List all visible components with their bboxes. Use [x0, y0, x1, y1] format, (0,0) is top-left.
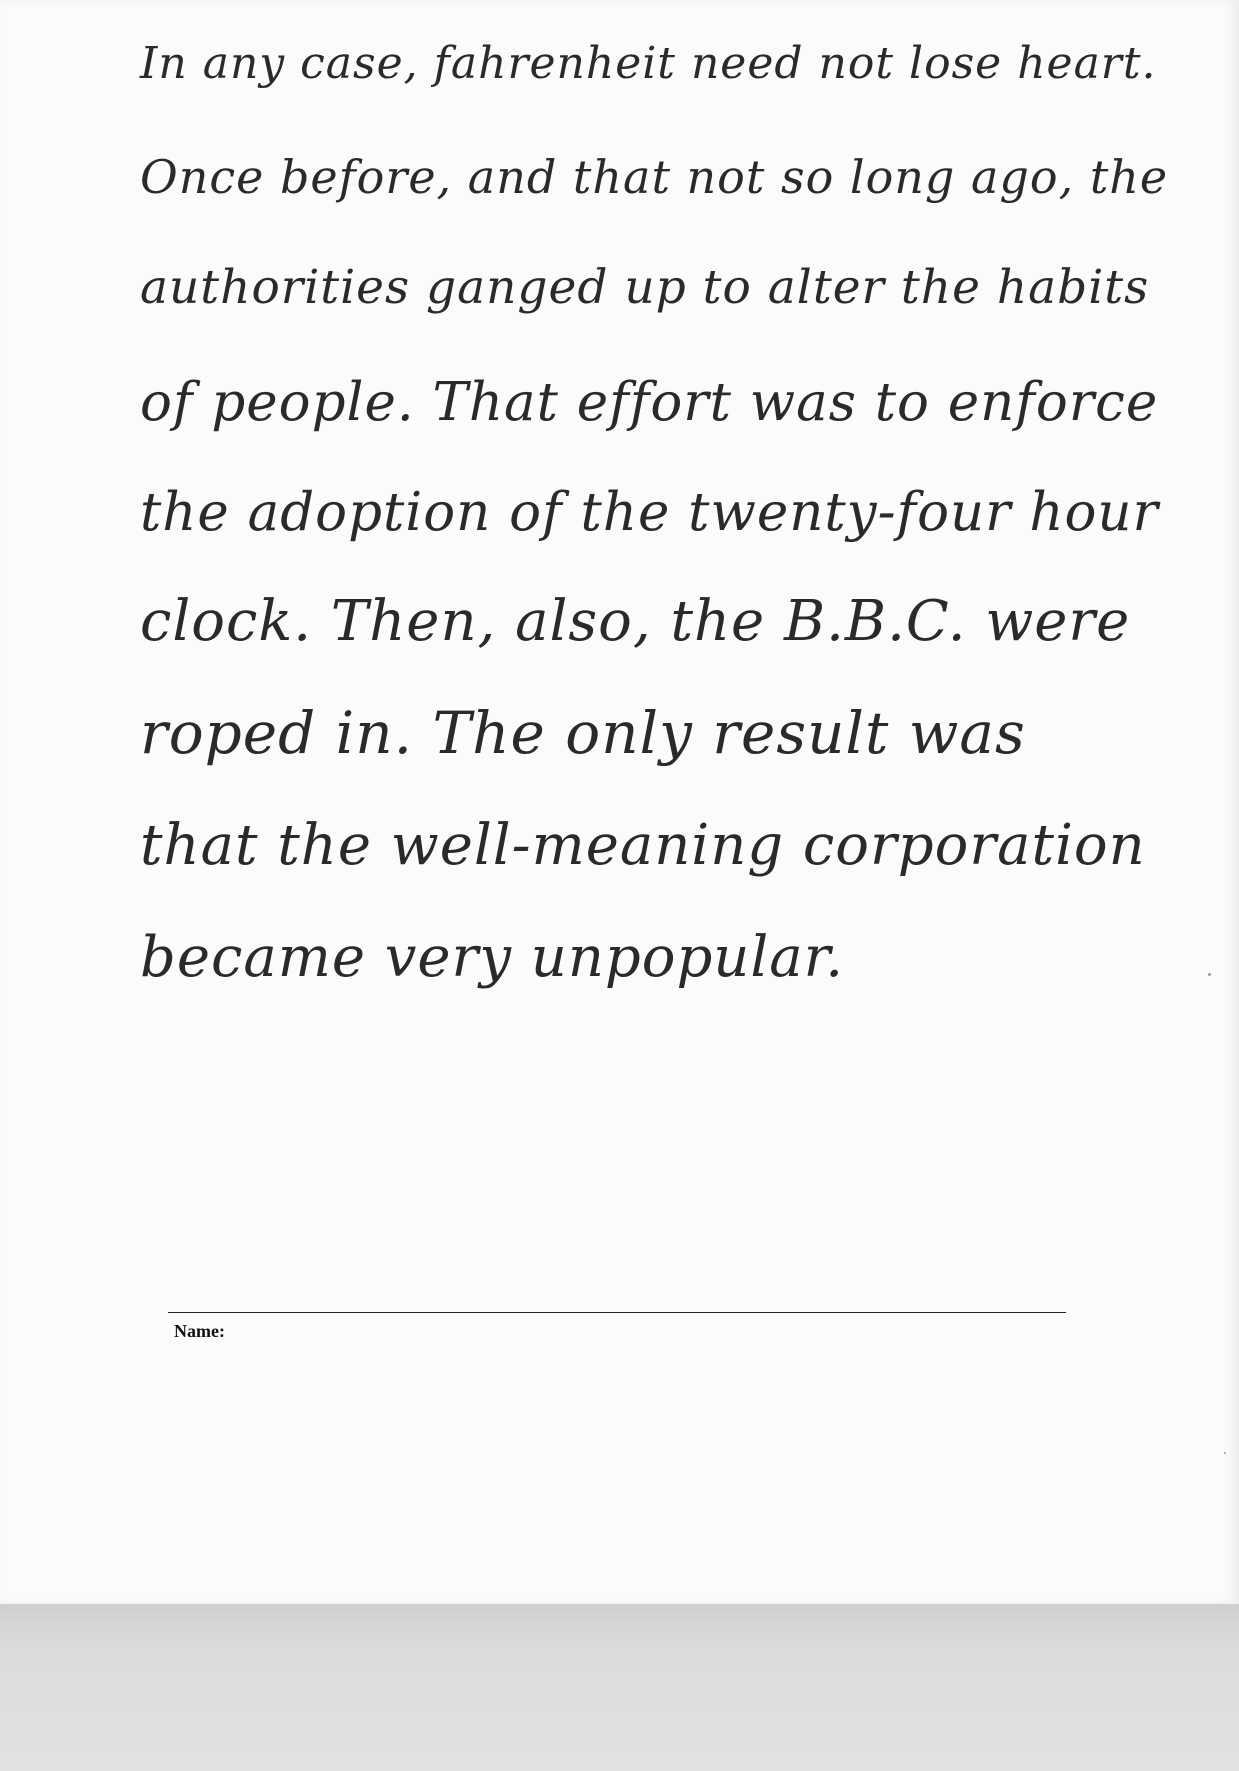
handwritten-line-7: roped in. The only result was: [140, 699, 1026, 767]
handwritten-line-3: authorities ganged up to alter the habits: [140, 260, 1150, 315]
handwritten-line-4: of people. That effort was to enforce: [140, 372, 1159, 433]
handwritten-line-6: clock. Then, also, the B.B.C. were: [140, 589, 1131, 654]
name-label: Name:: [174, 1321, 225, 1341]
handwritten-line-5: the adoption of the twenty-four hour: [140, 482, 1159, 543]
handwritten-line-8: that the well-meaning corporation: [140, 813, 1146, 878]
paper-speck: [1224, 1452, 1226, 1454]
paper-speck: [1208, 973, 1211, 976]
handwritten-line-1: In any case, fahrenheit need not lose heart.: [140, 38, 1157, 89]
handwritten-line-2: Once before, and that not so long ago, the: [140, 150, 1169, 204]
handwritten-line-9: became very unpopular.: [140, 925, 845, 990]
signature-rule: [168, 1312, 1066, 1313]
scan-background: [0, 1604, 1239, 1771]
